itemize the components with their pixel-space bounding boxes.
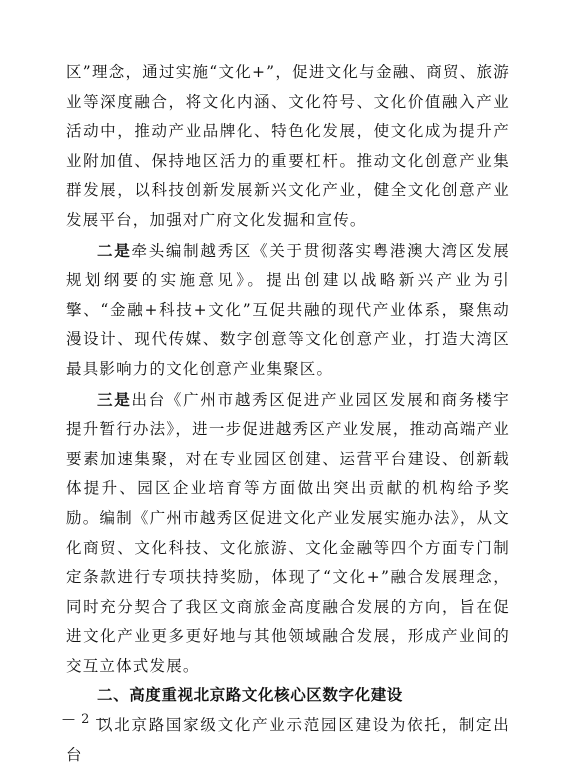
- page-number: — 2 —: [62, 712, 110, 727]
- paragraph-4: 以北京路国家级文化产业示范园区建设为依托，制定出台: [66, 716, 510, 764]
- paragraph-2-lead: 二是: [97, 240, 132, 260]
- section-heading: 二、高度重视北京路文化核心区数字化建设: [97, 686, 403, 705]
- paragraph-3-text: 出台《广州市越秀区促进产业园区发展和商务楼宇提升暂行办法》，进一步促进越秀区产业发展，推动高端产业要素加速集聚，对在专业园区创建、运营平台建设、创新载体提升、园区企业培育等方面做出突出贡献的机构给予奖励。编制《广州市越秀区促进文化产业发展实施办法》，从文化商贸、文化科技、文化旅游、文化金融等四个方面专门制定条款进行专项扶持奖励，体现了“文化+”融合发展理念，同时充分契合了我区文商旅金高度融合发展的方向，旨在促进文化产业更多更好地与其他领域融合发展，形成产业间的交互立体式发展。: [66, 390, 510, 675]
- paragraph-2: [66, 236, 510, 385]
- paragraph-3: [66, 385, 510, 682]
- paragraph-2-text: 牵头编制越秀区《关于贯彻落实粤港澳大湾区发展规划纲要的实施意见》。提出创建以战略新兴产业为引擎、“金融+科技+文化”互促共融的现代产业体系，聚焦动漫设计、现代传媒、数字创意等文化创意产业，打造大湾区最具影响力的文化创意产业集聚区。: [66, 241, 510, 378]
- paragraph-continuation: 区”理念，通过实施“文化+”，促进文化与金融、商贸、旅游业等深度融合，将文化内涵、文化符号、文化价值融入产业活动中，推动产业品牌化、特色化发展，使文化成为提升产业附加值、保持地区活力的重要杠杆。推动文化创意产业集群发展，以科技创新发展新兴文化产业，健全文化创意产业发展平台，加强对广府文化发掘和宣传。: [66, 63, 510, 229]
- body-text: [66, 58, 510, 770]
- paragraph-3-lead: 三是: [97, 389, 132, 409]
